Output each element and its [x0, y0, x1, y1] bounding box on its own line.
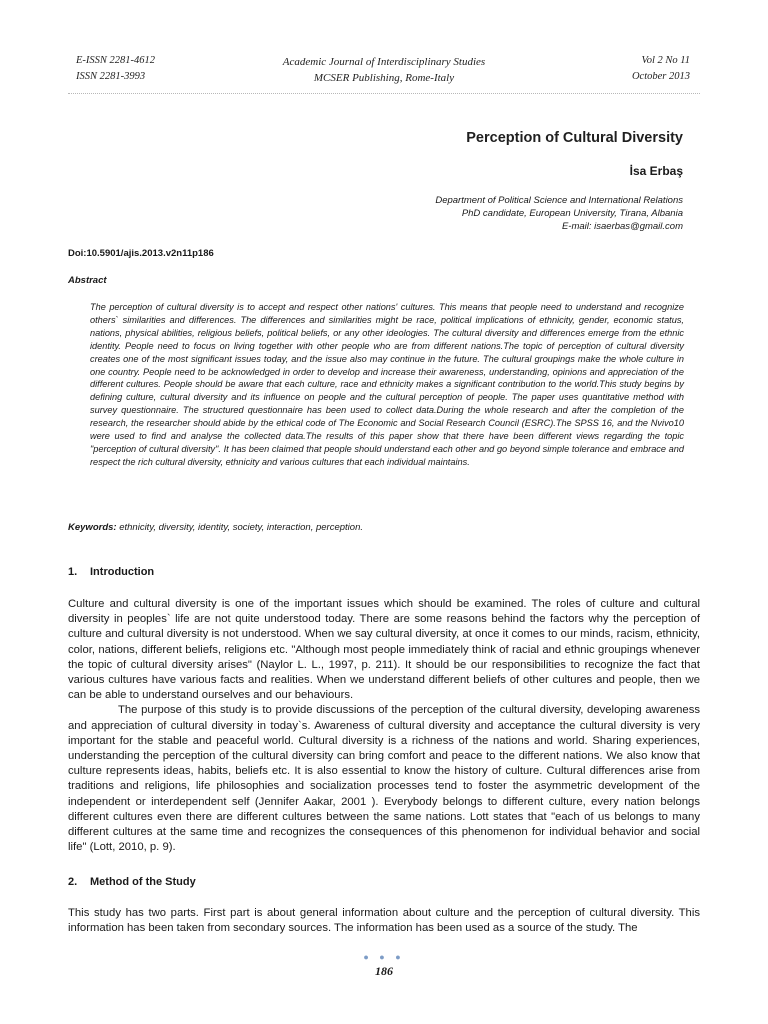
- abstract-text: The perception of cultural diversity is to accept and respect other nations' cultures. This means that people need to understand and recognize others` similarities and differences. The differences and similarities might be race, political implications of ethnicity, gender, economic status, nations, physical abilities, religious beliefs, political beliefs, or any other ideologies. The cultural diversity and differences emerge from the ethnic identity. People need to focus on living together with other people who are from different nations.The topic of perception of cultural diversity creates one of the most significant issues today, and the issue also may continue in the future. The cultural groupings make the whole culture in one country. People need to be acknowledged in order to develop and increase their awareness, understanding, opinions and appreciation of the different cultures. People should be aware that each culture, race and ethnicity makes a significant contribution to the world.This study begins by defining culture, cultural diversity and its influence on people and the cultural perception of people. The paper uses quantitative method with survey questionnaire. The structured questionnaire has been used to collect data.During the whole research and after the completion of the research, the researcher should abide by the ethical code of The Economic and Social Research Council (ESRC).The SPSS 16, and the Nvivo10 were used to find and analyse the collected data.The results of this paper show that there have been different views regarding the topic "perception of cultural diversity". It has been claimed that people should understand each other and go beyond simple tolerance and embrace and respect the rich cultural diversity, ethnicity and various cultures that each individual maintains.: [90, 302, 684, 467]
- author-name: İsa Erbaş: [629, 164, 683, 178]
- section-title: Method of the Study: [90, 876, 196, 888]
- paragraph: This study has two parts. First part is about general information about culture and the perception of cultural diversity. This information has been taken from secondary sources. The information has been used as a source of the study. The: [68, 907, 700, 935]
- section-title: Introduction: [90, 566, 155, 578]
- section-heading-method: [68, 876, 196, 888]
- introduction-body: [68, 597, 700, 855]
- section-heading-introduction: [68, 566, 154, 578]
- method-body: [68, 906, 700, 936]
- affiliation-department: Department of Political Science and International Relations: [435, 195, 683, 206]
- journal-name: Academic Journal of Interdisciplinary Studies: [282, 56, 486, 68]
- publisher: MCSER Publishing, Rome-Italy: [313, 72, 455, 84]
- eissn: E-ISSN 2281-4612: [76, 55, 156, 66]
- footer-dots: ● ● ●: [363, 952, 405, 962]
- paper-title: Perception of Cultural Diversity: [466, 130, 683, 146]
- volume-block: [632, 53, 690, 85]
- header-divider: [68, 93, 700, 94]
- section-number: 2.: [68, 876, 78, 888]
- paragraph: Culture and cultural diversity is one of the important issues which should be examined. The roles of culture and cultural diversity in peoples` life are not quite understood today. There are some reasons behind the factors why the perception of culture and cultural diversity is not understood. When we say cultural diversity, at once it comes to our minds, racism, ethnicity, color, nations, different beliefs, religions etc. "Although most people immediately think of racial and ethnic groupings whenever the topic of cultural diversity arises" (Naylor L. L., 1997, p. 211). It should be our responsibilities to recognize the fact that various cultures have various facts and realities. When we understand different beliefs of other cultures and people, then we can be able to understand ourselves and our behaviours.: [68, 598, 700, 702]
- abstract-heading: Abstract: [68, 275, 107, 286]
- paragraph: The purpose of this study is to provide discussions of the perception of the cultural diversity, developing awareness and appreciation of cultural diversity in today`s. Awareness of cultural diversity and acceptance the cultural diversity is very important for the stable and peaceful world. Cultural diversity is a richness of the nations and world. Sharing experiences, understanding the perception of the cultural diversity can bring comfort and peace to the different nations. We also know that culture represents ideas, habits, beliefs etc. It is also essential to know the history of culture. Cultural differences arise from traditions and religions, life philosophies and socialization processes tend to foster the asymmetric development of the independent or interdependent self (Jennifer Aakar, 2001 ). Everybody belongs to different culture, every nation belongs different cultures even there are different cultures between the same nations. Lott states that "each of us belongs to many different cultures at the same time and recognizes the consequences of this phenomenon for individual behavior and social life" (Lott, 2010, p. 9).: [68, 704, 700, 854]
- affiliation-institution: PhD candidate, European University, Tirana, Albania: [461, 208, 683, 219]
- affiliation: [435, 194, 683, 233]
- keywords: [68, 522, 363, 533]
- affiliation-email: E-mail: isaerbas@gmail.com: [561, 221, 683, 232]
- volume: Vol 2 No 11: [641, 55, 690, 66]
- section-number: 1.: [68, 566, 78, 578]
- doi: Doi:10.5901/ajis.2013.v2n11p186: [68, 248, 214, 259]
- issn: ISSN 2281-3993: [76, 71, 146, 82]
- keywords-label: Keywords:: [68, 522, 117, 533]
- page-number: 186: [375, 964, 393, 978]
- issue-date: October 2013: [631, 71, 690, 82]
- keywords-list: ethnicity, diversity, identity, society, interaction, perception.: [119, 522, 363, 533]
